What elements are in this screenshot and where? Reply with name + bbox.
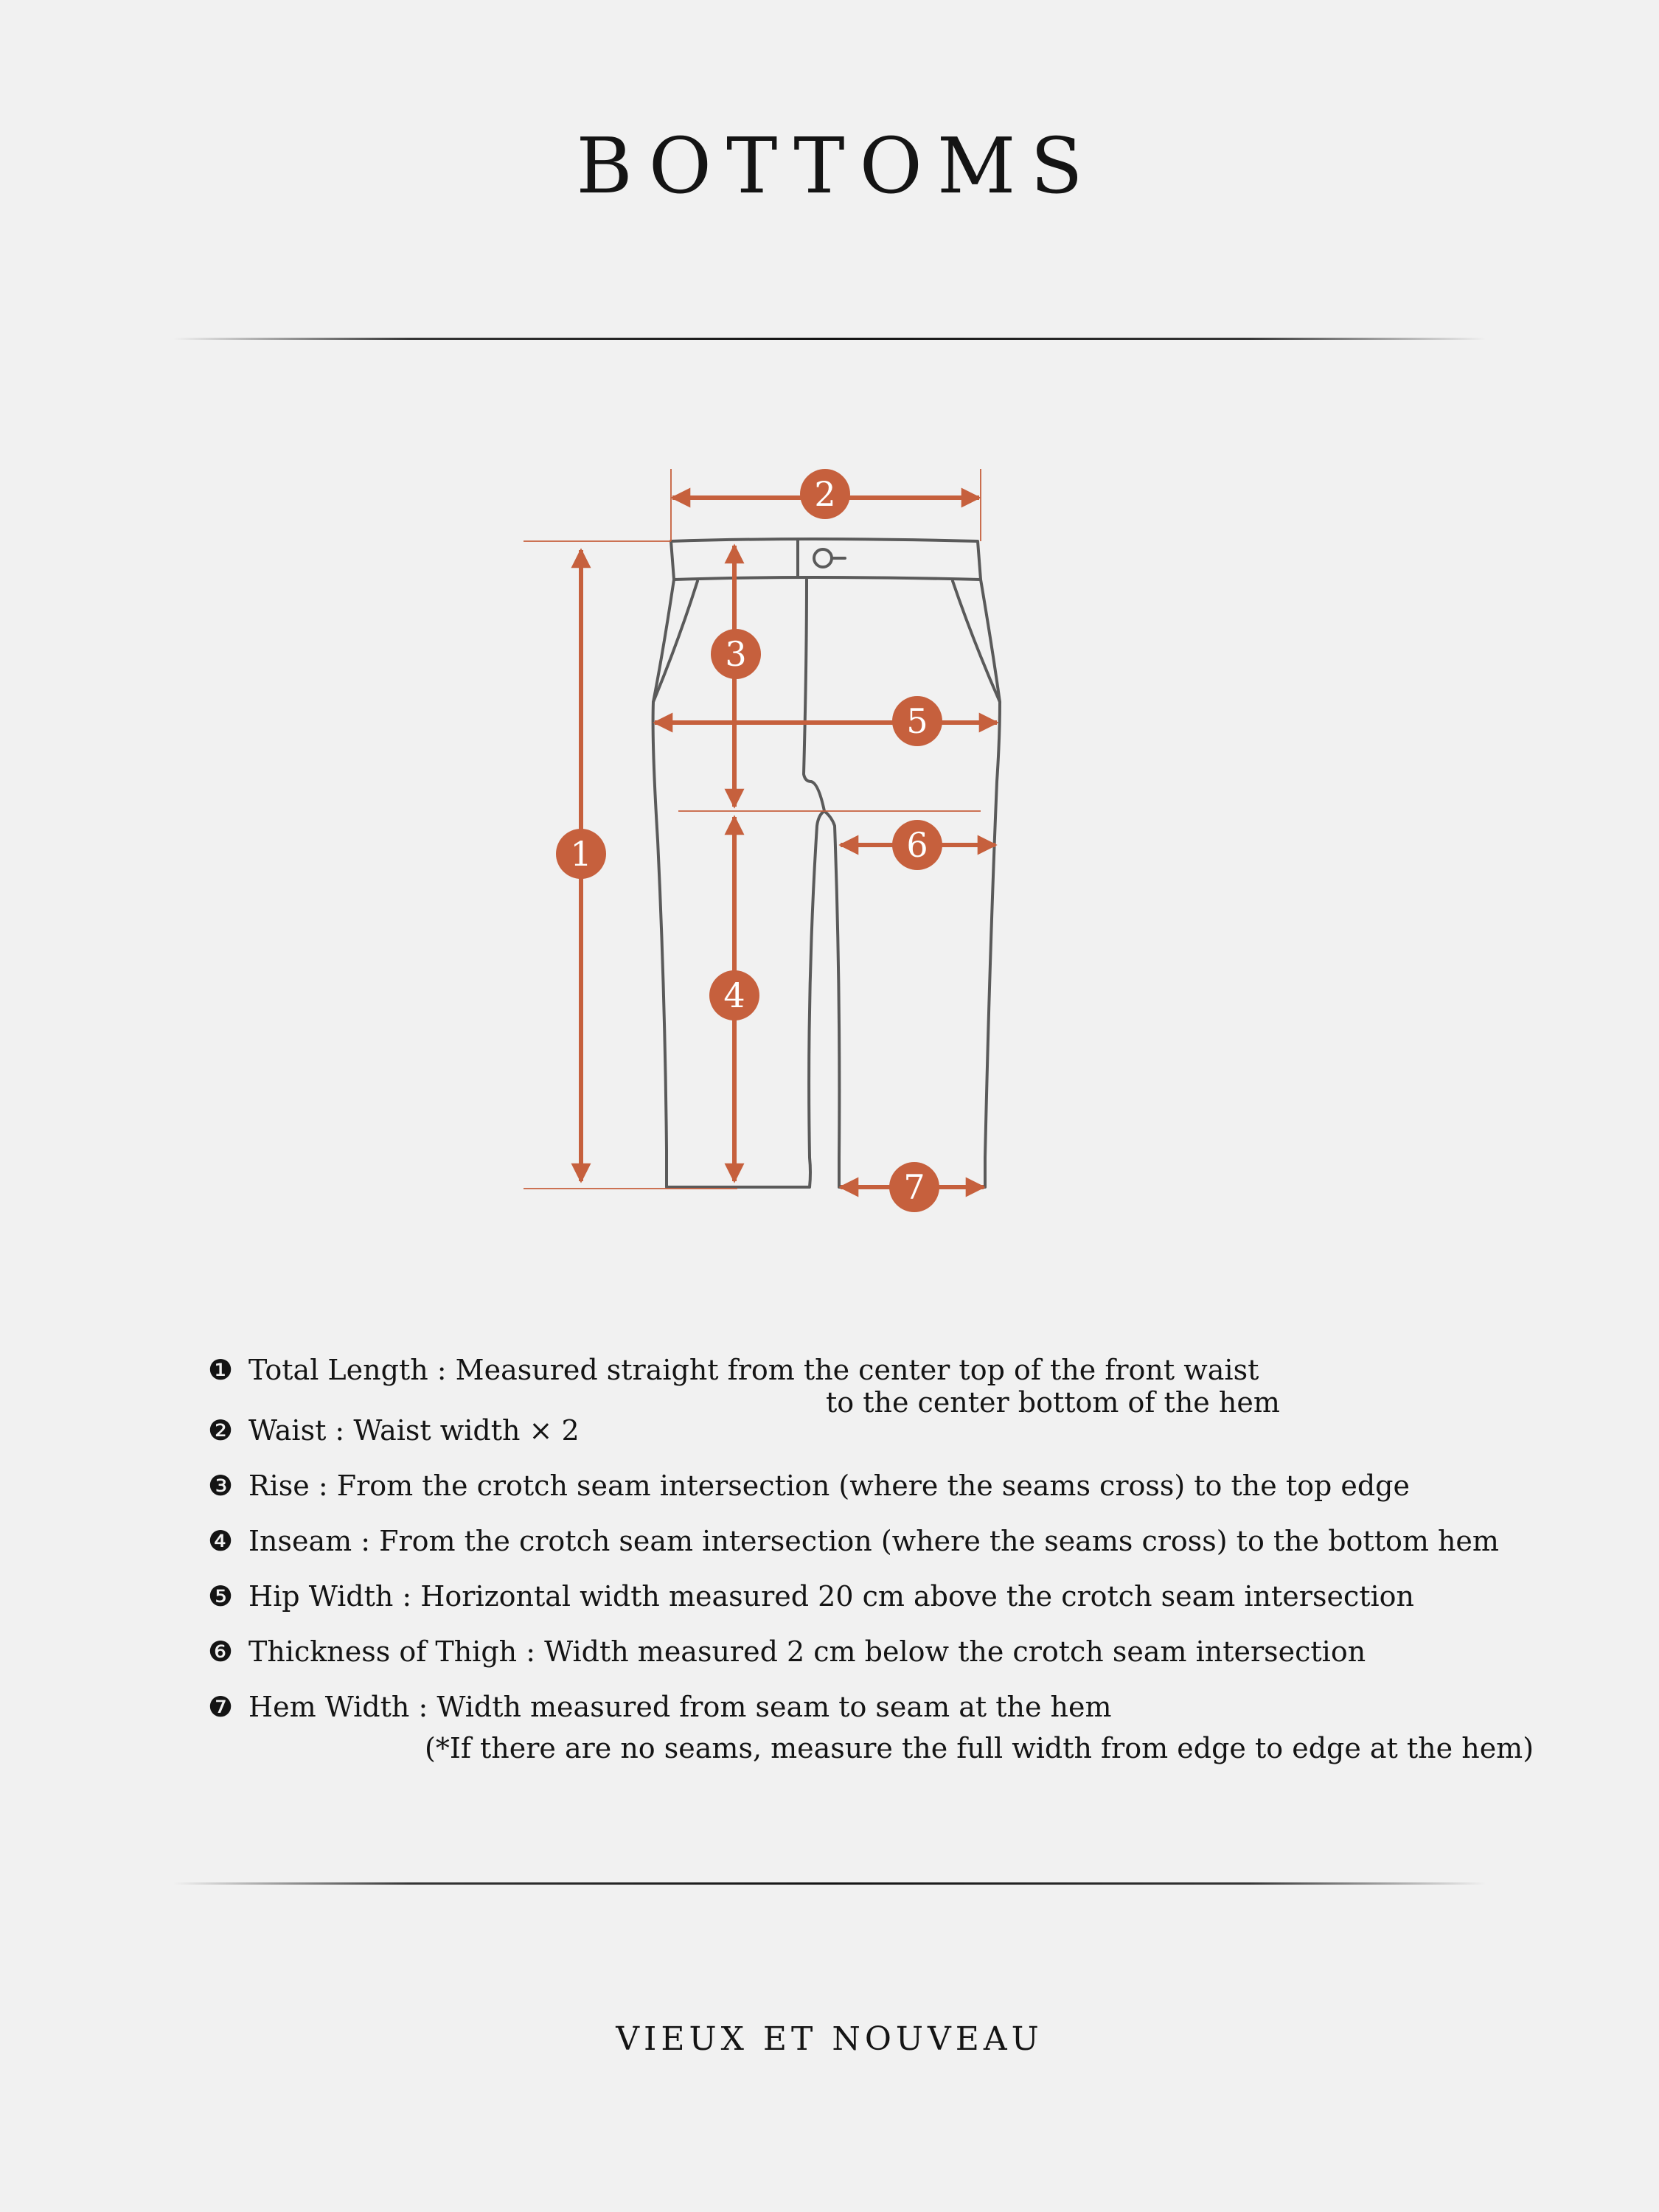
- note-text: From the crotch seam intersection (where the seams cross) to the bottom hem: [379, 1525, 1499, 1557]
- note-separator: :: [393, 1580, 421, 1613]
- note-label: Hip Width: [248, 1580, 394, 1613]
- callout-2-label: 2: [814, 474, 836, 514]
- note-text: Waist width × 2: [353, 1414, 580, 1447]
- note-separator: :: [309, 1470, 337, 1502]
- note-continuation: (*If there are no seams, measure the full width from edge to edge at the hem): [425, 1732, 1534, 1764]
- callout-6: [892, 820, 942, 870]
- note-text: From the crotch seam intersection (where the seams cross) to the top edge: [336, 1470, 1410, 1502]
- callout-7: [889, 1162, 939, 1212]
- note-text: Measured straight from the center top of the front waist: [455, 1354, 1259, 1386]
- note-hip-width: [208, 1576, 1506, 1617]
- callout-7-label: 7: [903, 1167, 925, 1207]
- note-thigh: [208, 1631, 1506, 1672]
- callout-1: [556, 829, 606, 879]
- callout-4: [709, 970, 759, 1020]
- note-label: Waist: [248, 1414, 327, 1447]
- note-total-length: [208, 1349, 1506, 1419]
- callout-5-label: 5: [906, 701, 928, 741]
- note-hem-width: [208, 1686, 1534, 1764]
- callout-3-label: 3: [725, 634, 747, 674]
- bottom-divider: [173, 1882, 1486, 1885]
- waistband: [671, 539, 981, 580]
- note-rise: [208, 1465, 1506, 1506]
- callout-1-label: 1: [570, 834, 592, 874]
- note-separator: :: [352, 1525, 380, 1557]
- callout-5: [892, 696, 942, 746]
- note-number: ❺: [208, 1580, 234, 1613]
- note-number: ❻: [208, 1635, 234, 1668]
- measurement-notes: [208, 1349, 1534, 1764]
- note-separator: :: [409, 1691, 437, 1723]
- note-label: Inseam: [248, 1525, 352, 1557]
- fly-seam: [804, 580, 824, 811]
- right-pocket: [953, 581, 1000, 702]
- callout-3: [711, 629, 761, 679]
- note-number: ❼: [208, 1691, 234, 1723]
- note-number: ❷: [208, 1414, 234, 1447]
- brand-name: VIEUX ET NOUVEAU: [616, 2020, 1043, 2058]
- callout-2: [800, 469, 850, 519]
- note-label: Total Length: [248, 1354, 428, 1386]
- note-text: Horizontal width measured 20 cm above the crotch seam intersection: [420, 1580, 1415, 1613]
- note-separator: :: [428, 1354, 456, 1386]
- note-waist: [208, 1410, 1506, 1451]
- callout-4-label: 4: [723, 975, 745, 1015]
- page-title: BOTTOMS: [576, 121, 1098, 211]
- note-continuation: to the center bottom of the hem: [826, 1386, 1280, 1419]
- pants-outline: [653, 539, 1000, 1187]
- note-number: ❹: [208, 1525, 234, 1557]
- note-inseam: [208, 1520, 1506, 1562]
- note-text: Width measured 2 cm below the crotch seam intersection: [544, 1635, 1366, 1668]
- note-text: Width measured from seam to seam at the hem: [437, 1691, 1112, 1723]
- left-pocket: [653, 581, 698, 702]
- pants-body: [653, 580, 1000, 1187]
- callout-6-label: 6: [906, 825, 928, 865]
- note-label: Thickness of Thigh: [248, 1635, 518, 1668]
- waist-button: [814, 549, 832, 567]
- note-number: ❸: [208, 1470, 234, 1502]
- note-number: ❶: [208, 1354, 234, 1386]
- note-separator: :: [326, 1414, 354, 1447]
- note-label: Rise: [248, 1470, 310, 1502]
- note-label: Hem Width: [248, 1691, 410, 1723]
- note-separator: :: [517, 1635, 545, 1668]
